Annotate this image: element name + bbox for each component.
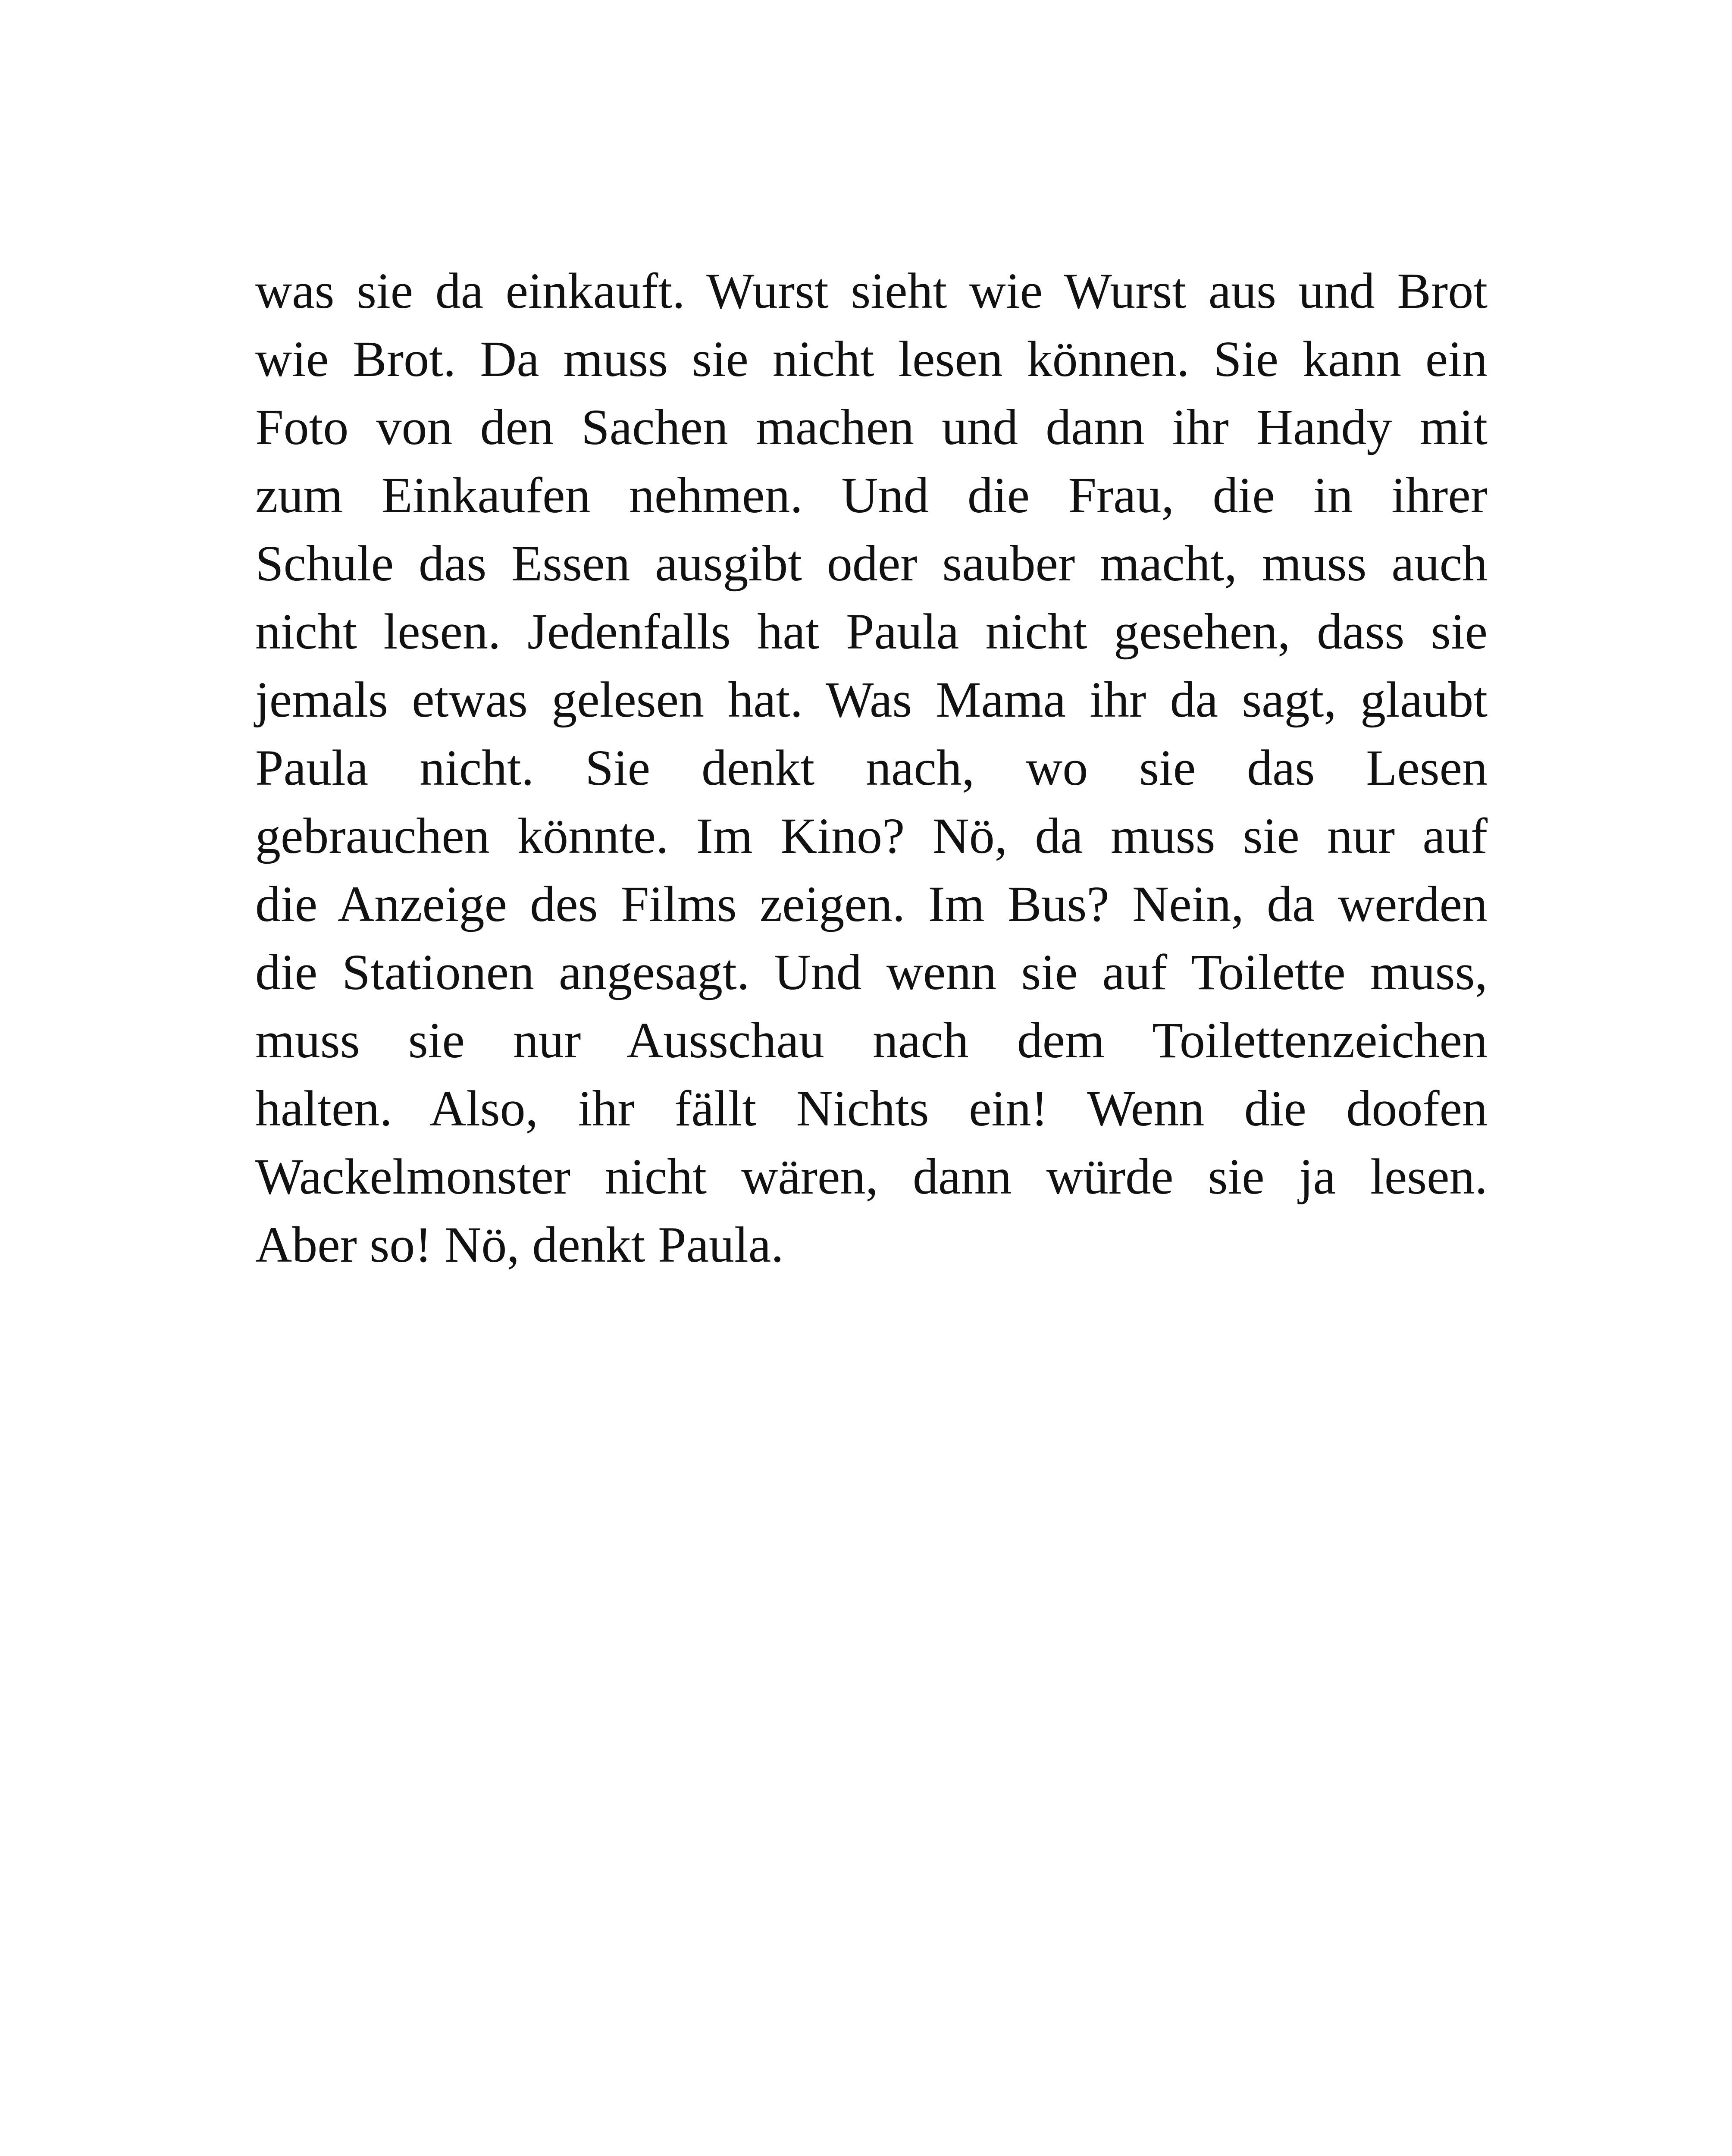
text-line-last: Aber so! Nö, denkt Paula. [255,1216,784,1273]
text-line: jemals etwas gelesen hat. Was Mama ihr da sagt, glaubt [255,671,1488,728]
body-text [255,257,1488,1279]
text-line: was sie da einkauft. Wurst sieht wie Wurst aus und Brot [255,263,1488,319]
text-line: die Stationen angesagt. Und wenn sie auf Toilette muss, [255,944,1488,1000]
text-line: Foto von den Sachen machen und dann ihr Handy mit [255,399,1488,455]
text-line: Wackelmonster nicht wären, dann würde sie ja lesen. [255,1148,1488,1205]
text-line: halten. Also, ihr fällt Nichts ein! Wenn die doofen [255,1080,1488,1137]
text-line: gebrauchen könnte. Im Kino? Nö, da muss sie nur auf [255,808,1488,864]
text-line: nicht lesen. Jedenfalls hat Paula nicht gesehen, dass sie [255,603,1488,660]
text-line: Schule das Essen ausgibt oder sauber macht, muss auch [255,535,1488,592]
text-line: muss sie nur Ausschau nach dem Toilettenzeichen [255,1012,1488,1069]
text-line: Paula nicht. Sie denkt nach, wo sie das Lesen [255,740,1488,796]
text-line: wie Brot. Da muss sie nicht lesen können. Sie kann ein [255,331,1488,387]
text-line: die Anzeige des Films zeigen. Im Bus? Nein, da werden [255,876,1488,932]
text-line: zum Einkaufen nehmen. Und die Frau, die in ihrer [255,467,1488,523]
